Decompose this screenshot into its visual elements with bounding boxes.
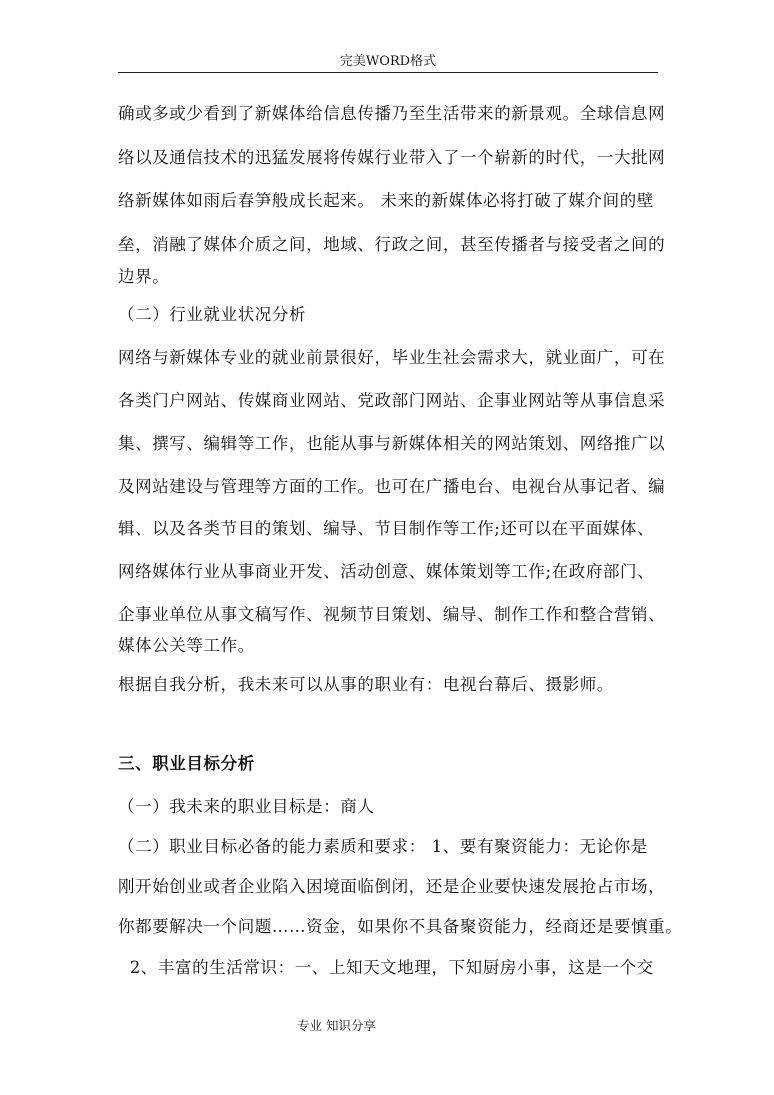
page-header: 完美WORD格式 (339, 54, 437, 69)
body-line: 各类门户网站、传媒商业网站、党政部门网站、企事业网站等从事信息采 (118, 391, 666, 410)
body-line: 垒，消融了媒体介质之间，地域、行政之间，甚至传播者与接受者之间的 (118, 235, 666, 254)
body-line: 集、撰写、编辑等工作，也能从事与新媒体相关的网站策划、网络推广以 (118, 434, 666, 453)
body-line: 确或多或少看到了新媒体给信息传播乃至生活带来的新景观。全球信息网 (118, 104, 666, 123)
body-line: 你都要解决一个问题……资金，如果你不具备聚资能力，经商还是要慎重。 (118, 917, 683, 936)
body-line: 络新媒体如雨后春笋般成长起来。 未来的新媒体必将打破了媒介间的壁 (118, 191, 654, 210)
body-line: 边界。 (118, 267, 170, 286)
body-line: 企事业单位从事文稿写作、视频节目策划、编导、制作工作和整合营销、 (118, 605, 666, 624)
body-line: 辑、以及各类节目的策划、编导、节目制作等工作;还可以在平面媒体、 (118, 519, 655, 538)
body-line: 络以及通信技术的迅猛发展将传媒行业带入了一个崭新的时代，一大批网 (118, 148, 666, 167)
body-line: 媒体公关等工作。 (118, 636, 255, 655)
header-divider (118, 72, 658, 73)
body-line: 根据自我分析，我未来可以从事的职业有：电视台幕后、摄影师。 (118, 675, 614, 694)
footer-text: 专业 知识分享 (297, 1018, 376, 1033)
body-line: 网络与新媒体专业的就业前景很好，毕业生社会需求大，就业面广，可在 (118, 348, 666, 367)
section-heading: 三、职业目标分析 (118, 754, 255, 773)
body-line: 及网站建设与管理等方面的工作。也可在广播电台、电视台从事记者、编 (118, 477, 666, 496)
body-line: （二）职业目标必备的能力素质和要求： 1、要有聚资能力：无论你是 (118, 837, 648, 856)
section-subheading: （二）行业就业状况分析 (118, 305, 307, 324)
body-line: 2、丰富的生活常识：一、上知天文地理，下知厨房小事，这是一个交 (118, 958, 654, 977)
body-line: 刚开始创业或者企业陷入困境面临倒闭，还是企业要快速发展抢占市场， (118, 877, 666, 896)
section-subheading: （一）我未来的职业目标是：商人 (118, 797, 375, 816)
body-line: 网络媒体行业从事商业开发、活动创意、媒体策划等工作;在政府部门、 (118, 562, 655, 581)
